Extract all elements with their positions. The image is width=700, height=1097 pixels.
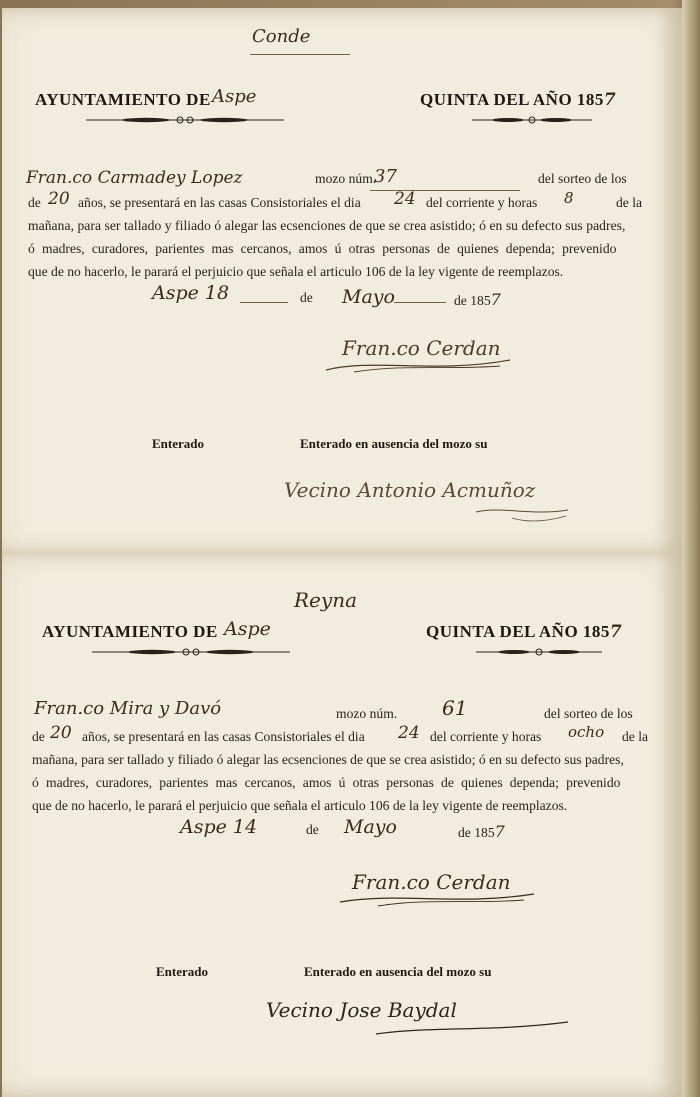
divider-ornament: [92, 648, 290, 656]
signature-flourish: [338, 888, 538, 908]
de-month-label: de: [300, 290, 313, 305]
day-field: 24: [394, 189, 416, 209]
town-field: Aspe: [224, 618, 271, 640]
de-la-text: de la: [616, 195, 643, 210]
year-label-text: de 185: [454, 293, 491, 308]
day-field: 24: [398, 723, 420, 743]
date-underline: [240, 302, 288, 303]
de-month-label: de: [306, 822, 319, 837]
anos-text: años, se presentará en las casas Consistoriales el dia: [78, 195, 361, 210]
place-date-field: Aspe 14: [180, 816, 258, 838]
mozo-num-label: mozo núm.: [315, 171, 377, 186]
quinta-label: [426, 622, 622, 642]
year-label: [454, 290, 501, 309]
witness-signature: Vecino Jose Baydal: [266, 998, 457, 1022]
year-digit: 7: [494, 822, 505, 841]
annotation-bottom: Reyna: [294, 588, 357, 612]
sorteo-label: del sorteo de los: [544, 706, 633, 721]
recruit-name: Fran.co Mira y Davó: [34, 698, 222, 719]
mayor-signature: Fran.co Cerdan: [342, 336, 501, 360]
signature-flourish: [324, 354, 514, 374]
text-line-3: mañana, para ser tallado y filiado ó alegar las ecsenciones de que se crea asistido; ó en su defecto sus padres,: [28, 218, 626, 233]
text-line-4: ó madres, curadores, parientes mas cercanos, amos ú otras personas de quienes dependa; prevenido: [28, 241, 617, 256]
witness-signature: Vecino Antonio Acmuñoz: [284, 478, 536, 502]
enterado-label: Enterado: [152, 436, 204, 451]
sorteo-label: del sorteo de los: [538, 171, 627, 186]
de-la-text: de la: [622, 729, 649, 744]
recruit-name: Fran.co Carmadey Lopez: [26, 168, 243, 188]
divider-ornament-right: [472, 116, 592, 124]
text-line-5: que de no hacerlo, le parará el perjuicio que señala el articulo 106 de la ley vigente de reemplazos.: [28, 264, 564, 279]
hour-field: ocho: [568, 723, 605, 741]
text-line-4: ó madres, curadores, parientes mas cercanos, amos ú otras personas de quienes dependa; prevenido: [32, 775, 621, 790]
quinta-label-text: QUINTA DEL AÑO 185: [420, 90, 604, 109]
text-line-3: mañana, para ser tallado y filiado ó alegar las ecsenciones de que se crea asistido; ó en su defecto sus padres,: [32, 752, 624, 767]
de-label: de: [32, 729, 45, 744]
divider-ornament-right: [476, 648, 602, 656]
enterado-ausencia-label: Enterado en ausencia del mozo su: [300, 436, 488, 451]
age-field: 20: [48, 189, 70, 209]
mayor-signature: Fran.co Cerdan: [352, 870, 511, 894]
text-line-5: que de no hacerlo, le parará el perjuicio que señala el articulo 106 de la ley vigente de reemplazos.: [32, 798, 568, 813]
year-label: [458, 822, 505, 841]
month-field: Mayo: [342, 286, 395, 308]
mozo-num-label: mozo núm.: [336, 706, 398, 721]
town-field: Aspe: [212, 86, 257, 107]
ayuntamiento-label: AYUNTAMIENTO DE: [42, 622, 218, 641]
mozo-number: 37: [374, 166, 397, 187]
mozo-number: 61: [442, 696, 468, 720]
quinta-label: [420, 90, 616, 110]
quinta-label-text: QUINTA DEL AÑO 185: [426, 622, 610, 641]
enterado-label: Enterado: [156, 964, 208, 979]
anos-text: años, se presentará en las casas Consistoriales el dia: [82, 729, 365, 744]
annotation-top: Conde: [252, 26, 311, 47]
ayuntamiento-label: AYUNTAMIENTO DE: [35, 90, 211, 109]
year-label-text: de 185: [458, 825, 495, 840]
corriente-text: del corriente y horas: [426, 195, 538, 210]
annotation-underline: [250, 54, 350, 55]
witness-flourish: [372, 1018, 572, 1040]
hour-field: 8: [564, 189, 574, 207]
witness-flourish: [472, 502, 572, 526]
divider-ornament: [86, 116, 284, 124]
form-bottom: [2, 552, 682, 1097]
month-underline: [394, 302, 446, 303]
de-label: de: [28, 195, 41, 210]
place-date-field: Aspe 18: [152, 282, 230, 304]
month-field: Mayo: [344, 816, 397, 838]
quinta-year-digit: 7: [609, 622, 623, 642]
form-top: [2, 8, 682, 555]
quinta-year-digit: 7: [603, 90, 617, 110]
age-field: 20: [50, 723, 72, 743]
year-digit: 7: [490, 290, 501, 309]
mozo-underline: [370, 190, 520, 191]
page-edge: [682, 0, 700, 1097]
enterado-ausencia-label: Enterado en ausencia del mozo su: [304, 964, 492, 979]
corriente-text: del corriente y horas: [430, 729, 542, 744]
